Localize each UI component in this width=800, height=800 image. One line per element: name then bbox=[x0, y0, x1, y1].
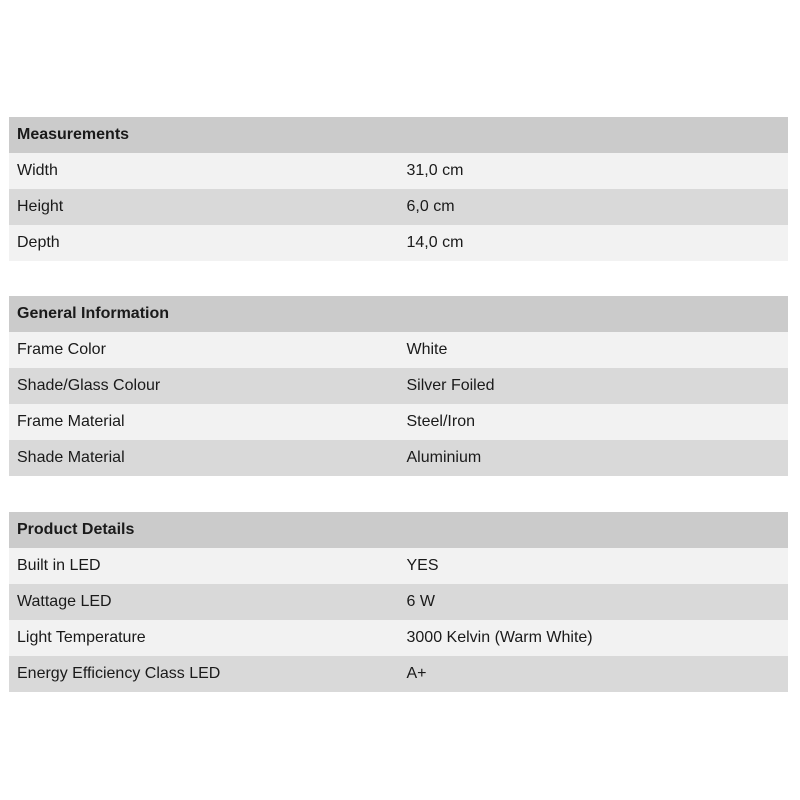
table-row bbox=[9, 189, 788, 225]
spec-value: A+ bbox=[399, 656, 789, 692]
spec-label: Shade/Glass Colour bbox=[9, 368, 399, 404]
table-row bbox=[9, 440, 788, 476]
table-row bbox=[9, 368, 788, 404]
section-title-product-details: Product Details bbox=[9, 512, 788, 548]
table-row bbox=[9, 656, 788, 692]
spec-label: Built in LED bbox=[9, 548, 399, 584]
table-row bbox=[9, 332, 788, 368]
table-row bbox=[9, 548, 788, 584]
general-information-table bbox=[9, 296, 788, 476]
spec-value: 6 W bbox=[399, 584, 789, 620]
spec-value: Aluminium bbox=[399, 440, 789, 476]
spec-label: Frame Color bbox=[9, 332, 399, 368]
product-details-table bbox=[9, 512, 788, 692]
spec-value: White bbox=[399, 332, 789, 368]
table-row bbox=[9, 620, 788, 656]
measurements-table bbox=[9, 117, 788, 261]
spec-label: Wattage LED bbox=[9, 584, 399, 620]
spec-label: Light Temperature bbox=[9, 620, 399, 656]
table-header-row bbox=[9, 296, 788, 332]
spec-value: 3000 Kelvin (Warm White) bbox=[399, 620, 789, 656]
table-row bbox=[9, 153, 788, 189]
spec-label: Height bbox=[9, 189, 399, 225]
table-header-row bbox=[9, 512, 788, 548]
spec-value: Steel/Iron bbox=[399, 404, 789, 440]
section-title-general-information: General Information bbox=[9, 296, 788, 332]
table-header-row bbox=[9, 117, 788, 153]
spec-label: Energy Efficiency Class LED bbox=[9, 656, 399, 692]
spec-label: Depth bbox=[9, 225, 399, 261]
spec-value: Silver Foiled bbox=[399, 368, 789, 404]
table-row bbox=[9, 225, 788, 261]
spec-value: 14,0 cm bbox=[399, 225, 789, 261]
table-row bbox=[9, 584, 788, 620]
section-title-measurements: Measurements bbox=[9, 117, 788, 153]
table-row bbox=[9, 404, 788, 440]
spec-label: Width bbox=[9, 153, 399, 189]
spec-label: Frame Material bbox=[9, 404, 399, 440]
spec-label: Shade Material bbox=[9, 440, 399, 476]
spec-value: 6,0 cm bbox=[399, 189, 789, 225]
spec-value: 31,0 cm bbox=[399, 153, 789, 189]
spec-value: YES bbox=[399, 548, 789, 584]
